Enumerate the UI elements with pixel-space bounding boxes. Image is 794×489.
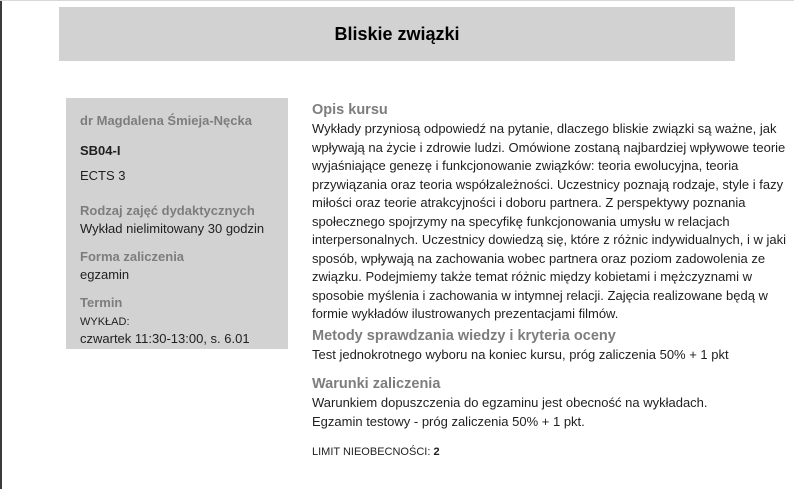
lecturer-name: dr Magdalena Śmieja-Nęcka (80, 113, 252, 128)
course-header-banner (59, 7, 735, 61)
course-description-body: Wykłady przyniosą odpowiedź na pytanie, dlaczego bliskie związki są ważne, jak wpływają na życie i zdrowie ludzi. Omówione zostaną najbardziej wpływowe teorie wyjaśniające genezę i funkcjonowanie związków: teoria ewolucyjna, teoria przywiązania oraz teoria współzależności. Uczestnicy poznają rodzaje, style i fazy miłości oraz teorie atrakcyjności i doboru partnera. Z perspektywy poznania społecznego spojrzymy na specyfikę funkcjonowania umysłu w relacjach interpersonalnych. Uczestnicy dowiedzą się, które z różnic indywidualnych, i w jaki sposób, wpływają na zachowania wobec partnera oraz poziom zadowolenia ze związku. Podejmiemy także temat różnic między kobietami i mężczyznami w sposobie myślenia i zachowania w intymnej relacji. Zajęcia realizowane będą w formie wykładów ilustrowanych prezentacjami filmów. (312, 121, 786, 321)
field-label-credit-form: Forma zaliczenia (80, 249, 185, 264)
section-pass-conditions (312, 374, 792, 431)
field-value-term: czwartek 11:30-13:00, s. 6.01 (80, 331, 250, 346)
assessment-methods-body: Test jednokrotnego wyboru na koniec kursu, próg zaliczenia 50% + 1 pkt (312, 346, 729, 362)
field-value-class-type: Wykład nielimitowany 30 godzin (80, 221, 265, 236)
ects-credits: ECTS 3 (80, 168, 126, 183)
field-term (80, 294, 280, 348)
field-value-credit-form: egzamin (80, 267, 130, 282)
window-top-edge (0, 0, 794, 1)
field-credit-form (80, 248, 280, 284)
field-class-type (80, 202, 280, 238)
absence-limit-value: 2 (433, 446, 440, 458)
pass-conditions-line-1: Warunkiem dopuszczenia do egzaminu jest obecność na wykładach. (312, 395, 708, 410)
course-description-heading: Opis kursu (312, 102, 388, 118)
course-info-sidebar (66, 98, 288, 349)
pass-conditions-heading: Warunki zaliczenia (312, 376, 441, 392)
course-code: SB04-I (80, 143, 121, 158)
field-label-class-type: Rodzaj zajęć dydaktycznych (80, 203, 255, 218)
field-label-term: Termin (80, 295, 123, 310)
assessment-methods-heading: Metody sprawdzania wiedzy i kryteria oceny (312, 327, 616, 344)
term-lecture-caps: WYKŁAD: (80, 316, 130, 328)
window-left-edge (0, 0, 2, 489)
pass-conditions-line-2: Egzamin testowy - próg zaliczenia 50% + 1 pkt. (312, 413, 585, 429)
absence-limit-label: LIMIT NIEOBECNOŚCI: (312, 446, 431, 458)
course-main-content (312, 100, 792, 460)
absence-limit (312, 445, 792, 460)
section-course-description (312, 100, 792, 324)
section-assessment-methods (312, 326, 792, 365)
page-title: Bliskie związki (334, 23, 460, 44)
